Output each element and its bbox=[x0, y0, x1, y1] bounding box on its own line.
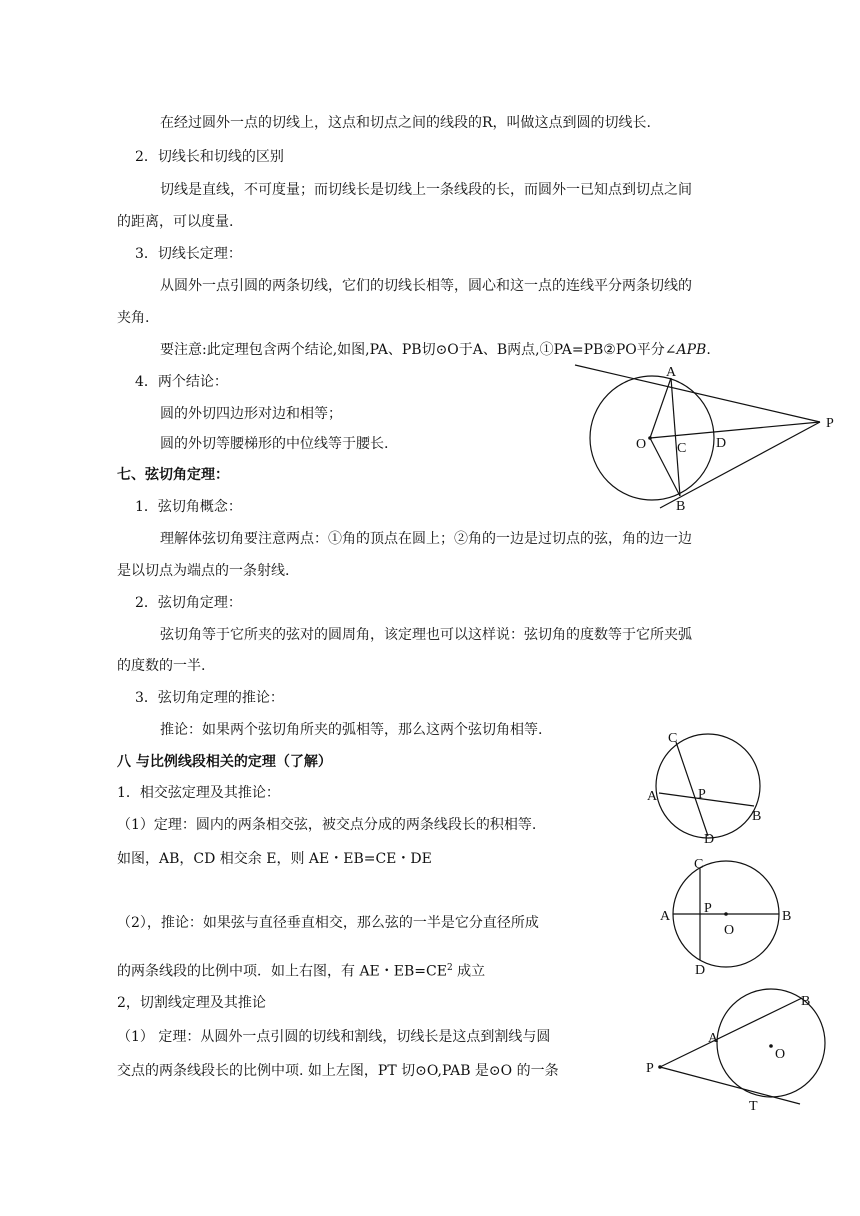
label-p: P bbox=[704, 901, 712, 916]
tangent-pt bbox=[660, 1067, 800, 1104]
heading: 2．弦切角定理： bbox=[135, 595, 242, 611]
label-a: A bbox=[660, 909, 671, 924]
paragraph-text: 的两条线段的比例中项．如上右图，有 AE・EB=CE bbox=[117, 963, 447, 980]
paragraph: 从圆外一点引圆的两条切线，它们的切线长相等，圆心和这一点的连线平分两条切线的 bbox=[160, 278, 692, 294]
label-p: P bbox=[646, 1061, 654, 1076]
paragraph: 的度数的一半. bbox=[117, 658, 206, 674]
paragraph: 弦切角等于它所夹的弦对的圆周角，该定理也可以这样说：弦切角的度数等于它所夹弧 bbox=[160, 627, 692, 643]
label-d: D bbox=[716, 436, 727, 451]
paragraph: 交点的两条线段长的比例中项. 如上左图，PT 切⊙O,PAB 是⊙O 的一条 bbox=[117, 1063, 559, 1079]
heading: 4．两个结论： bbox=[135, 374, 228, 390]
paragraph: 圆的外切四边形对边和相等； bbox=[160, 406, 342, 422]
paragraph: 是以切点为端点的一条射线. bbox=[117, 563, 290, 579]
paragraph: 圆的外切等腰梯形的中位线等于腰长. bbox=[160, 436, 389, 452]
label-o: O bbox=[636, 437, 647, 452]
point-p bbox=[658, 1065, 662, 1069]
heading: 3．弦切角定理的推论： bbox=[135, 690, 284, 706]
label-o: O bbox=[724, 923, 735, 938]
label-b: B bbox=[782, 909, 792, 924]
label-d: D bbox=[704, 832, 715, 847]
paragraph-end: 成立 bbox=[452, 963, 486, 980]
label-b: B bbox=[801, 994, 811, 1009]
section-heading: 八 与比例线段相关的定理（了解） bbox=[117, 754, 332, 770]
label-a: A bbox=[647, 789, 658, 804]
paragraph-text: 要注意:此定理包含两个结论,如图,PA、PB切⊙O于A、B两点,①PA=PB②PO平分 bbox=[160, 342, 665, 358]
superscript: 2 bbox=[446, 963, 453, 973]
heading: 3．切线长定理： bbox=[135, 246, 242, 262]
center-point bbox=[769, 1044, 773, 1048]
paragraph: 夹角. bbox=[117, 310, 150, 326]
angle-apb: ∠APB bbox=[664, 342, 707, 358]
paragraph: （1） 定理：从圆外一点引圆的切线和割线，切线长是这点到割线与圆 bbox=[117, 1029, 551, 1045]
paragraph: （2），推论：如果弦与直径垂直相交，那么弦的一半是它分直径所成 bbox=[117, 915, 539, 931]
paragraph: 理解体弦切角要注意两点：①角的顶点在圆上；②角的一边是过切点的弦，角的边一边 bbox=[160, 531, 692, 547]
label-c: C bbox=[668, 731, 678, 746]
heading: 2，切割线定理及其推论 bbox=[117, 995, 266, 1011]
label-c: C bbox=[677, 441, 687, 456]
paragraph: 如图，AB，CD 相交余 E，则 AE・EB=CE・DE bbox=[117, 851, 432, 867]
paragraph: 推论：如果两个弦切角所夹的弧相等，那么这两个弦切角相等. bbox=[160, 722, 543, 738]
label-t: T bbox=[749, 1099, 758, 1114]
label-p: P bbox=[826, 416, 834, 431]
paragraph: 在经过圆外一点的切线上，这点和切点之间的线段的R，叫做这点到圆的切线长. bbox=[160, 115, 651, 131]
section-heading: 七、弦切角定理： bbox=[117, 467, 229, 483]
paragraph: 的距离，可以度量. bbox=[117, 214, 234, 230]
label-p: P bbox=[698, 787, 706, 802]
label-c: C bbox=[694, 857, 704, 872]
label-a: A bbox=[708, 1031, 719, 1046]
label-a: A bbox=[666, 365, 677, 380]
paragraph: （1）定理：圆内的两条相交弦，被交点分成的两条线段长的积相等. bbox=[117, 817, 537, 833]
heading: 2．切线长和切线的区别 bbox=[135, 149, 284, 165]
label-b: B bbox=[752, 809, 762, 824]
heading: 1．相交弦定理及其推论： bbox=[117, 785, 280, 801]
paragraph-end: . bbox=[706, 342, 711, 358]
heading: 1．弦切角概念： bbox=[135, 499, 242, 515]
label-d: D bbox=[695, 963, 706, 978]
label-b: B bbox=[676, 499, 686, 514]
label-o: O bbox=[775, 1047, 786, 1062]
paragraph: 切线是直线，不可度量；而切线长是切线上一条线段的长，而圆外一已知点到切点之间 bbox=[160, 182, 692, 198]
